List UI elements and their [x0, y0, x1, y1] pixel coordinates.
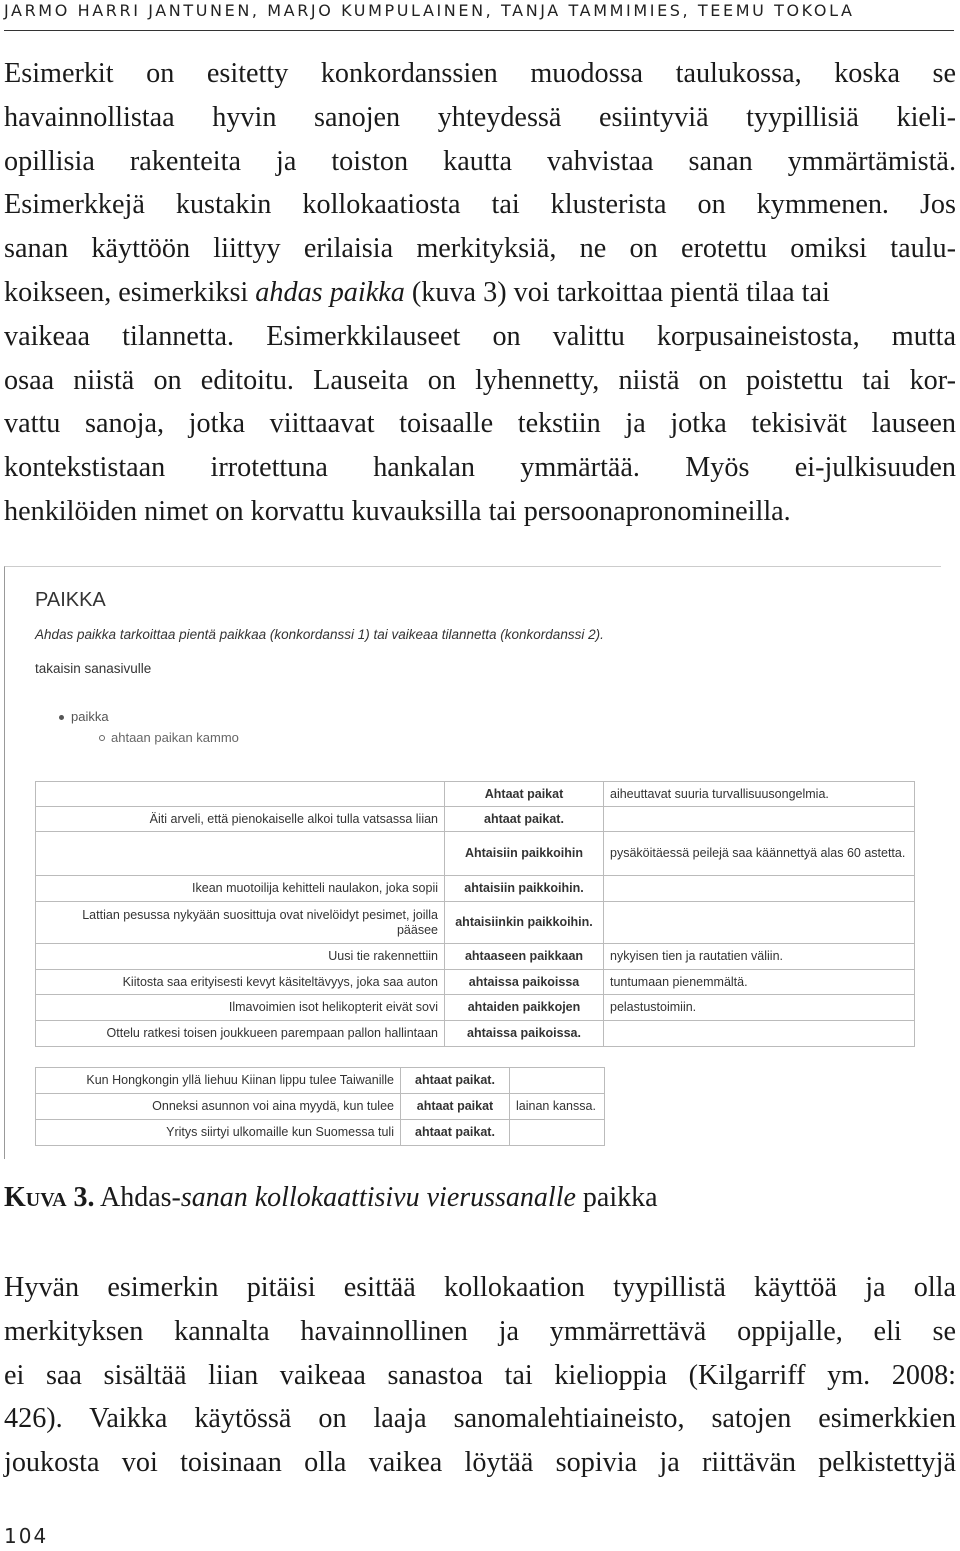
concordance-table-2: [35, 1067, 605, 1146]
back-to-word-page-link[interactable]: takaisin sanasivulle: [35, 661, 152, 676]
table-row: Kun Hongkongin yllä liehuu Kiinan lippu tulee Taiwanille ahtaat paikat.: [36, 1068, 605, 1094]
text-line: 426). Vaikka käytössä on laaja sanomalehtiaineisto, satojen esimerkkien: [4, 1403, 956, 1435]
list-item[interactable]: paikka: [57, 709, 239, 724]
text-line: merkityksen kannalta havainnollinen ja ymmärrettävä oppijalle, eli se: [4, 1315, 956, 1347]
body-paragraph-1: [4, 52, 956, 534]
table-row: Ottelu ratkesi toisen joukkueen parempaan pallon hallintaan ahtaissa paikoissa.: [36, 1021, 915, 1047]
table-row: Ilmavoimien isot helikopterit eivät sovi ahtaiden paikkojen pelastustoimiin.: [36, 995, 915, 1021]
figure-screenshot: [4, 566, 941, 1159]
text-line: Esimerkit on esitetty konkordanssien muodossa taulukossa, koska se: [4, 58, 956, 89]
table-row: Onneksi asunnon voi aina myydä, kun tulee ahtaat paikat lainan kanssa.: [36, 1094, 605, 1120]
table-row: Kiitosta saa erityisesti kevyt käsiteltävyys, joka saa auton ahtaissa paikoissa tuntumaan pienemmältä.: [36, 970, 915, 995]
figure-description: Ahdas paikka tarkoittaa pientä paikkaa (konkordanssi 1) tai vaikeaa tilannetta (konkordanssi 2).: [35, 627, 604, 642]
text-line: henkilöiden nimet on korvattu kuvauksilla tai persoonapronomineilla.: [4, 495, 791, 527]
text-line: kontekstistaan irrotettuna hankalan ymmärtää. Myös ei-julkisuuden: [4, 452, 956, 484]
text-line: vaikeaa tilannetta. Esimerkkilauseet on valittu korpusaineistosta, mutta: [4, 320, 956, 352]
table-row: Ahtaat paikat aiheuttavat suuria turvallisuusongelmia.: [36, 782, 915, 807]
text-line: opillisia rakenteita ja toiston kautta vahvistaa sanan ymmärtämistä.: [4, 145, 956, 177]
running-header: [4, 0, 954, 31]
figure-caption: Kuva 3. Ahdas-sanan kollokaattisivu vierussanalle paikka: [4, 1182, 658, 1213]
list-subitem[interactable]: ahtaan paikan kammo: [97, 730, 239, 745]
text-line: havainnollistaa hyvin sanojen yhteydessä esiintyviä tyypillisiä kieli-: [4, 101, 956, 133]
table-row: Ahtaisiin paikkoihin pysäköitäessä peilejä saa käännettyä alas 60 astetta.: [36, 832, 915, 876]
table-row: Lattian pesussa nykyään suosittuja ovat nivelöidyt pesimet, joilla pääsee ahtaisiinkin paikkoihin.: [36, 902, 915, 944]
table-row: Äiti arveli, että pienokaiselle alkoi tulla vatsassa liian ahtaat paikat.: [36, 807, 915, 832]
figure-page-title: PAIKKA: [35, 589, 106, 611]
text-line: Hyvän esimerkin pitäisi esittää kollokaation tyypillistä käyttöä ja olla: [4, 1272, 956, 1303]
table-row: Ikean muotoilija kehitteli naulakon, joka sopii ahtaisiin paikkoihin.: [36, 876, 915, 902]
text-line: vattu sanoja, jotka viittaavat toisaalle tekstiin ja jotka tekisivät lauseen: [4, 408, 956, 440]
text-line: koikseen, esimerkiksi ahdas paikka (kuva 3) voi tarkoittaa pientä tilaa tai: [4, 276, 830, 308]
text-line: sanan käyttöön liittyy erilaisia merkityksiä, ne on erotettu omiksi taulu-: [4, 233, 956, 265]
term-ahdas-paikka: ahdas paikka: [255, 276, 405, 308]
page-number: 104: [4, 1524, 49, 1548]
text-line: joukosta voi toisinaan olla vaikea löytää sopivia ja riittävän pelkistettyjä: [4, 1447, 956, 1479]
table-row: Yritys siirtyi ulkomaille kun Suomessa tuli ahtaat paikat.: [36, 1120, 605, 1146]
caption-label: Kuva 3.: [4, 1182, 95, 1213]
sense-list: [57, 709, 239, 745]
text-line: ei saa sisältää liian vaikeaa sanastoa tai kielioppia (Kilgarriff ym. 2008:: [4, 1359, 956, 1391]
header-authors: JARMO HARRI JANTUNEN, MARJO KUMPULAINEN, TANJA TAMMIMIES, TEEMU TOKOLA: [4, 1, 855, 20]
body-paragraph-2: [4, 1266, 956, 1485]
text-line: osaa niistä on editoitu. Lauseita on lyhennetty, niistä on poistettu tai kor-: [4, 364, 956, 396]
table-row: Uusi tie rakennettiin ahtaaseen paikkaan nykyisen tien ja rautatien väliin.: [36, 944, 915, 970]
text-line: Esimerkkejä kustakin kollokaatiosta tai klusterista on kymmenen. Jos: [4, 189, 956, 221]
concordance-table-1: [35, 781, 915, 1047]
